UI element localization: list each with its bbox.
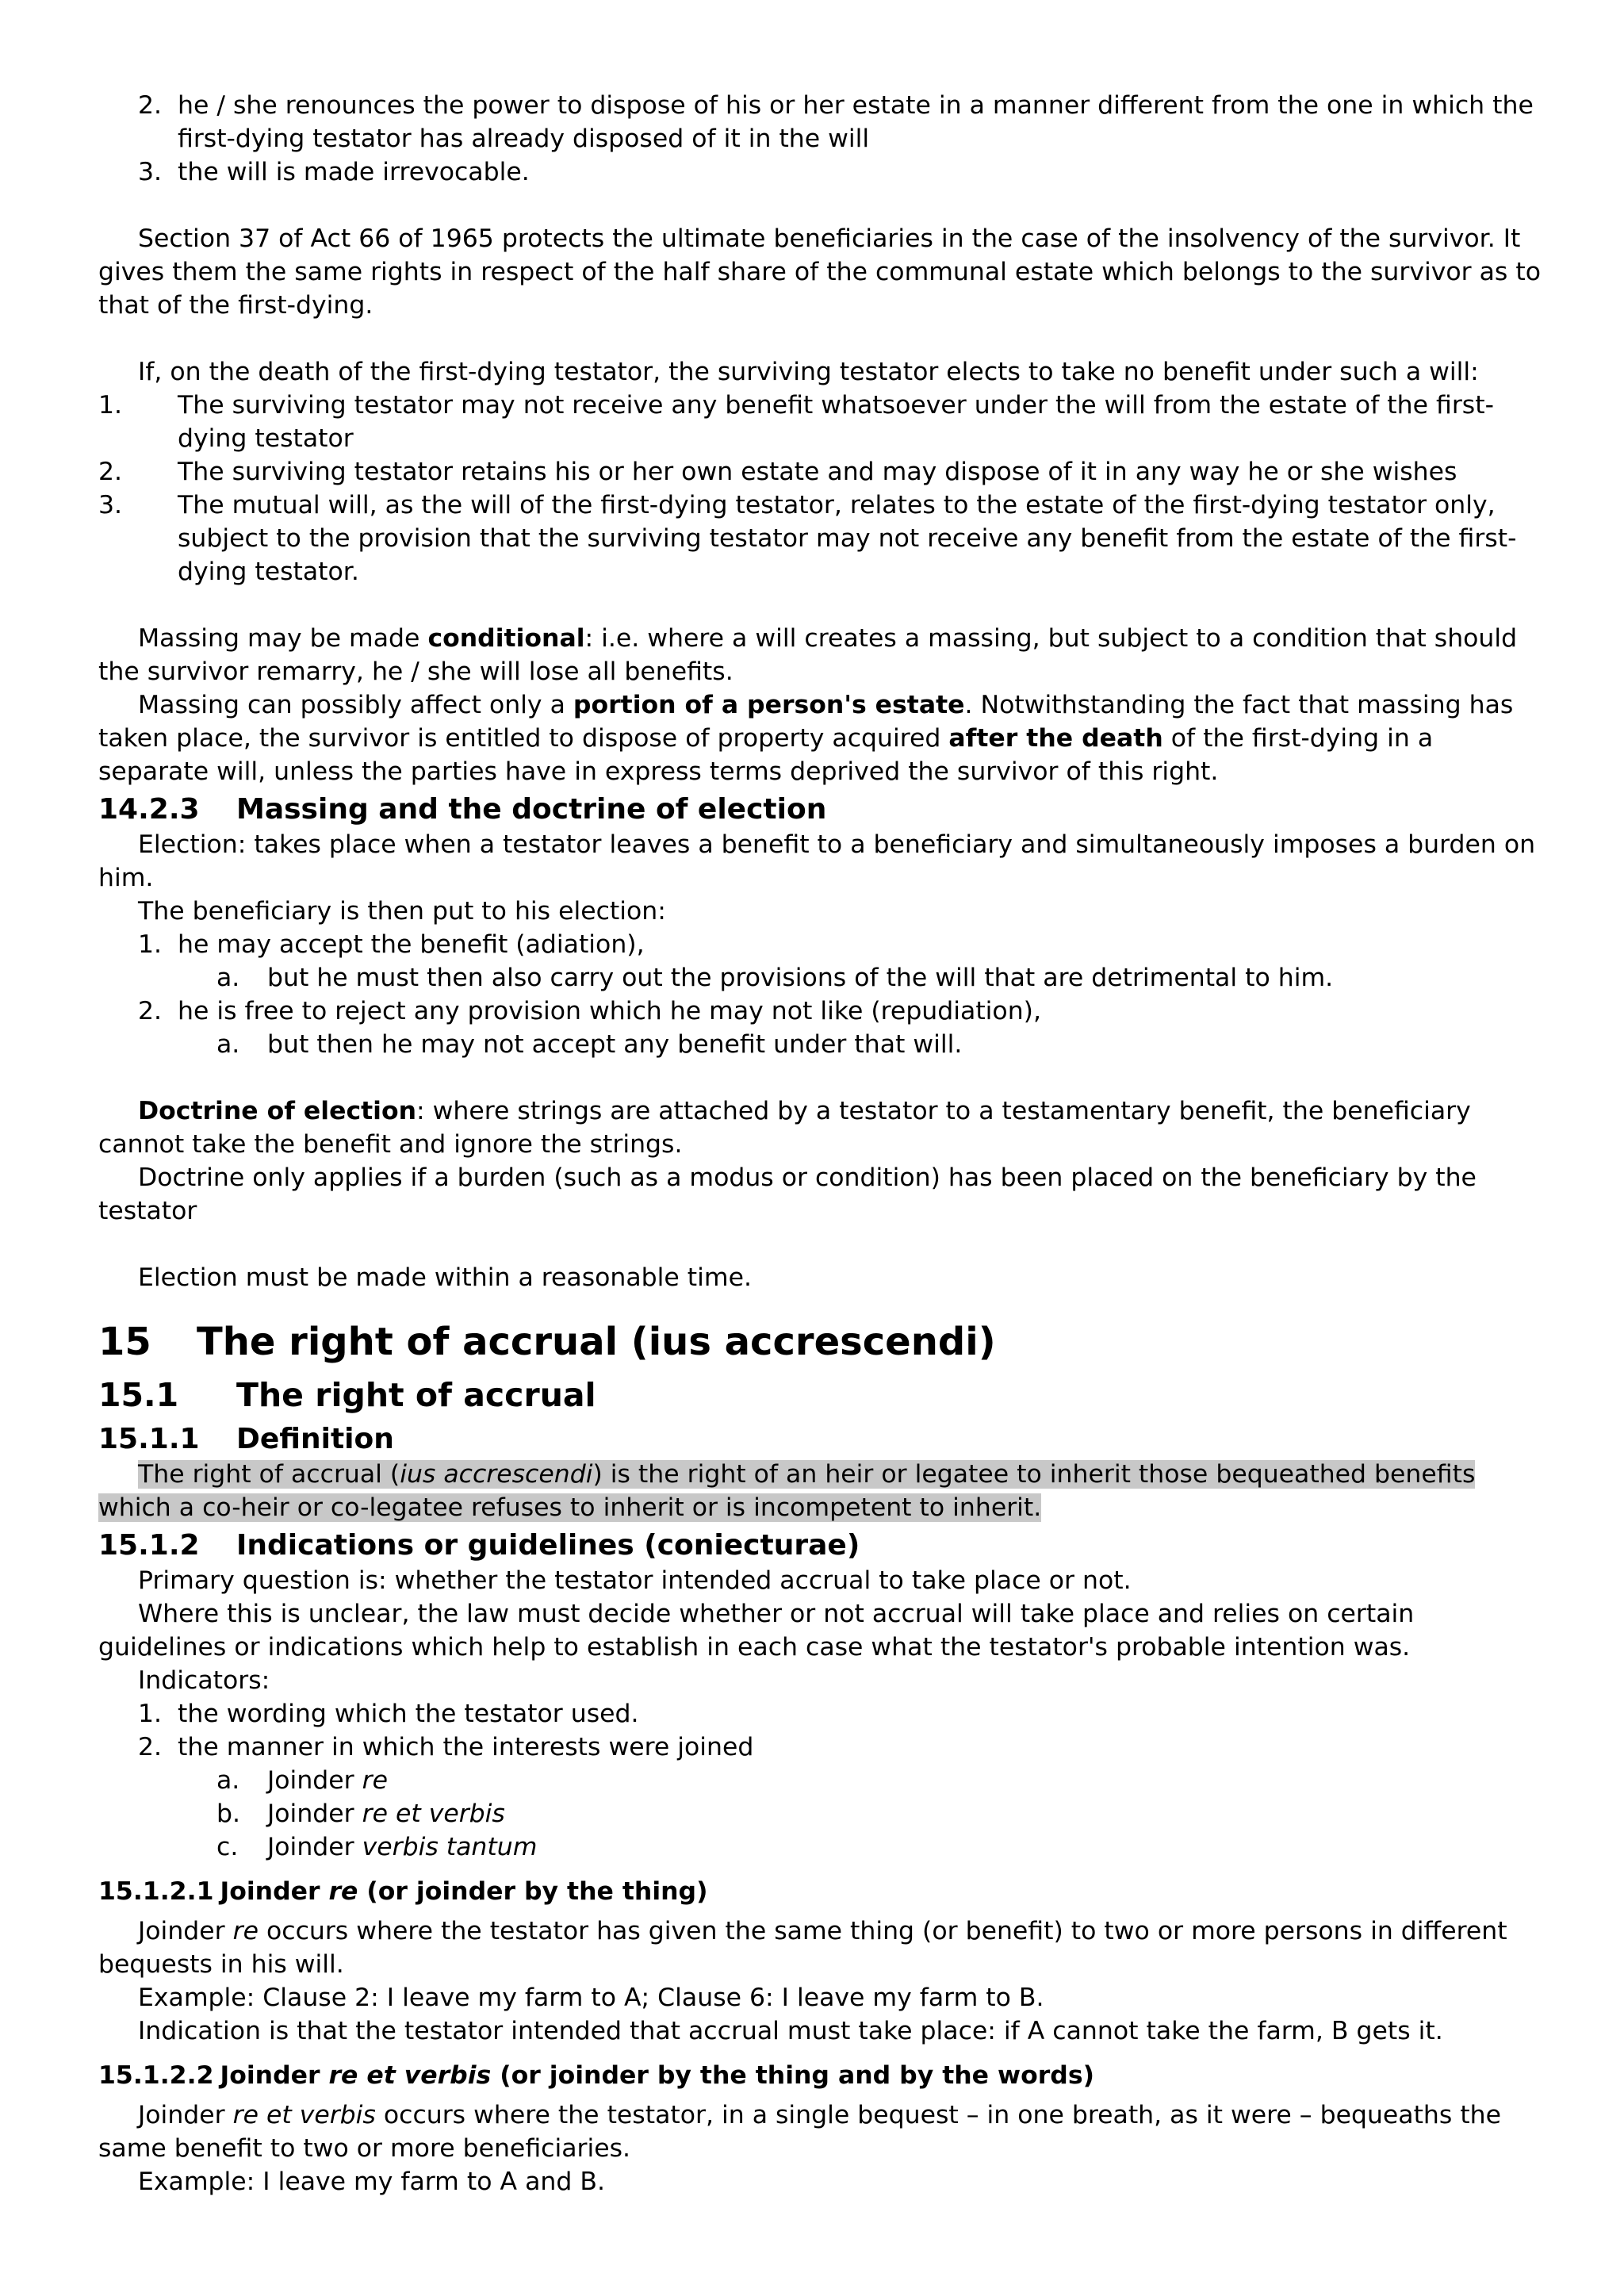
- paragraph-put-to-election: The beneficiary is then put to his election:: [138, 897, 666, 926]
- paragraph-where-unclear: Where this is unclear, the law must decide whether or not accrual will take place and relies on certain guidelines or indications which help to establish in each case what the testator's probable intention was.: [98, 1600, 1415, 1662]
- sub-list-item: a. but he must then also carry out the provisions of the will that are detrimental to him.: [216, 964, 1334, 992]
- paragraph-conditional: Massing may be made conditional: i.e. where a will creates a massing, but subject to a condition that should the survivor remarry, he / she will lose all benefits.: [98, 624, 1518, 686]
- list-item: 2. he / she renounces the power to dispose of his or her estate in a manner different from the one in which the first-dying testator has already disposed of it in the will: [138, 91, 1534, 153]
- list-item: 2. The surviving testator retains his or her own estate and may dispose of it in any way he or she wishes: [98, 458, 1457, 486]
- sub-list-item: a. Joinder re: [216, 1766, 388, 1795]
- list-item: 1. The surviving testator may not receive any benefit whatsoever under the will from the estate of the first-dying testator: [98, 391, 1494, 453]
- paragraph-accrual-definition: The right of accrual (ius accrescendi) is the right of an heir or legatee to inherit those bequeathed benefits which a co-heir or co-legatee refuses to inherit or is incompetent to inherit.: [98, 1460, 1476, 1522]
- heading-15-1-2-2: 15.1.2.2 Joinder re et verbis (or joinder by the thing and by the words): [98, 2061, 1094, 2090]
- list-item: 3. the will is made irrevocable.: [138, 158, 530, 186]
- paragraph-doctrine-applies: Doctrine only applies if a burden (such as a modus or condition) has been placed on the beneficiary by the testator: [98, 1163, 1477, 1225]
- list-item: 3. The mutual will, as the will of the first-dying testator, relates to the estate of the first-dying testator only, subject to the provision that the surviving testator may not receive any benefit from the estate of the first-dying testator.: [98, 491, 1517, 586]
- heading-15-1-2: 15.1.2 Indications or guidelines (coniecturae): [98, 1529, 860, 1562]
- paragraph-election-definition: Election: takes place when a testator leaves a benefit to a beneficiary and simultaneously imposes a burden on him.: [98, 830, 1536, 892]
- heading-15-1-2-1: 15.1.2.1 Joinder re (or joinder by the thing): [98, 1877, 708, 1906]
- list-item: 1. the wording which the testator used.: [138, 1700, 639, 1728]
- sub-list-item: a. but then he may not accept any benefit under that will.: [216, 1030, 963, 1059]
- paragraph-re-indication: Indication is that the testator intended that accrual must take place: if A cannot take the farm, B gets it.: [138, 2017, 1443, 2045]
- list-item: 2. the manner in which the interests were joined: [138, 1733, 754, 1761]
- list-item: 1. he may accept the benefit (adiation),: [138, 930, 645, 959]
- document-page: [98, 89, 1542, 2198]
- sub-list-item: b. Joinder re et verbis: [216, 1800, 505, 1828]
- paragraph-indicators: Indicators:: [138, 1666, 270, 1695]
- heading-14-2-3: 14.2.3 Massing and the doctrine of election: [98, 793, 827, 826]
- sub-list-item: c. Joinder verbis tantum: [216, 1833, 538, 1861]
- heading-15: 15 The right of accrual (ius accrescendi): [98, 1320, 996, 1364]
- paragraph-doctrine-of-election: Doctrine of election: where strings are attached by a testator to a testamentary benefit, the beneficiary cannot take the benefit and ignore the strings.: [98, 1097, 1471, 1159]
- heading-15-1-1: 15.1.1 Definition: [98, 1423, 394, 1455]
- paragraph-joinder-re-et-verbis: Joinder re et verbis occurs where the testator, in a single bequest – in one breath, as it were – bequeaths the same benefit to two or more beneficiaries.: [98, 2101, 1502, 2163]
- paragraph-primary-question: Primary question is: whether the testator intended accrual to take place or not.: [138, 1566, 1132, 1595]
- paragraph-re-example: Example: Clause 2: I leave my farm to A; Clause 6: I leave my farm to B.: [138, 1984, 1044, 2012]
- list-item: 2. he is free to reject any provision which he may not like (repudiation),: [138, 997, 1041, 1025]
- paragraph-portion: Massing can possibly affect only a portion of a person's estate. Notwithstanding the fact that massing has taken place, the survivor is entitled to dispose of property acquired after the death of the first-dying in a separate will, unless the parties have in express terms deprived the survivor of this right.: [98, 691, 1514, 786]
- paragraph-election-intro: If, on the death of the first-dying testator, the surviving testator elects to take no benefit under such a will:: [138, 358, 1479, 386]
- paragraph-joinder-re: Joinder re occurs where the testator has given the same thing (or benefit) to two or more persons in different bequests in his will.: [98, 1917, 1507, 1979]
- paragraph-re-et-verbis-example: Example: I leave my farm to A and B.: [138, 2168, 605, 2196]
- paragraph-reasonable-time: Election must be made within a reasonable time.: [138, 1263, 752, 1292]
- heading-15-1: 15.1 The right of accrual: [98, 1376, 596, 1414]
- paragraph-section-37: Section 37 of Act 66 of 1965 protects the ultimate beneficiaries in the case of the insolvency of the survivor. It gives them the same rights in respect of the half share of the communal estate which belongs to the survivor as to that of the first-dying.: [98, 224, 1541, 320]
